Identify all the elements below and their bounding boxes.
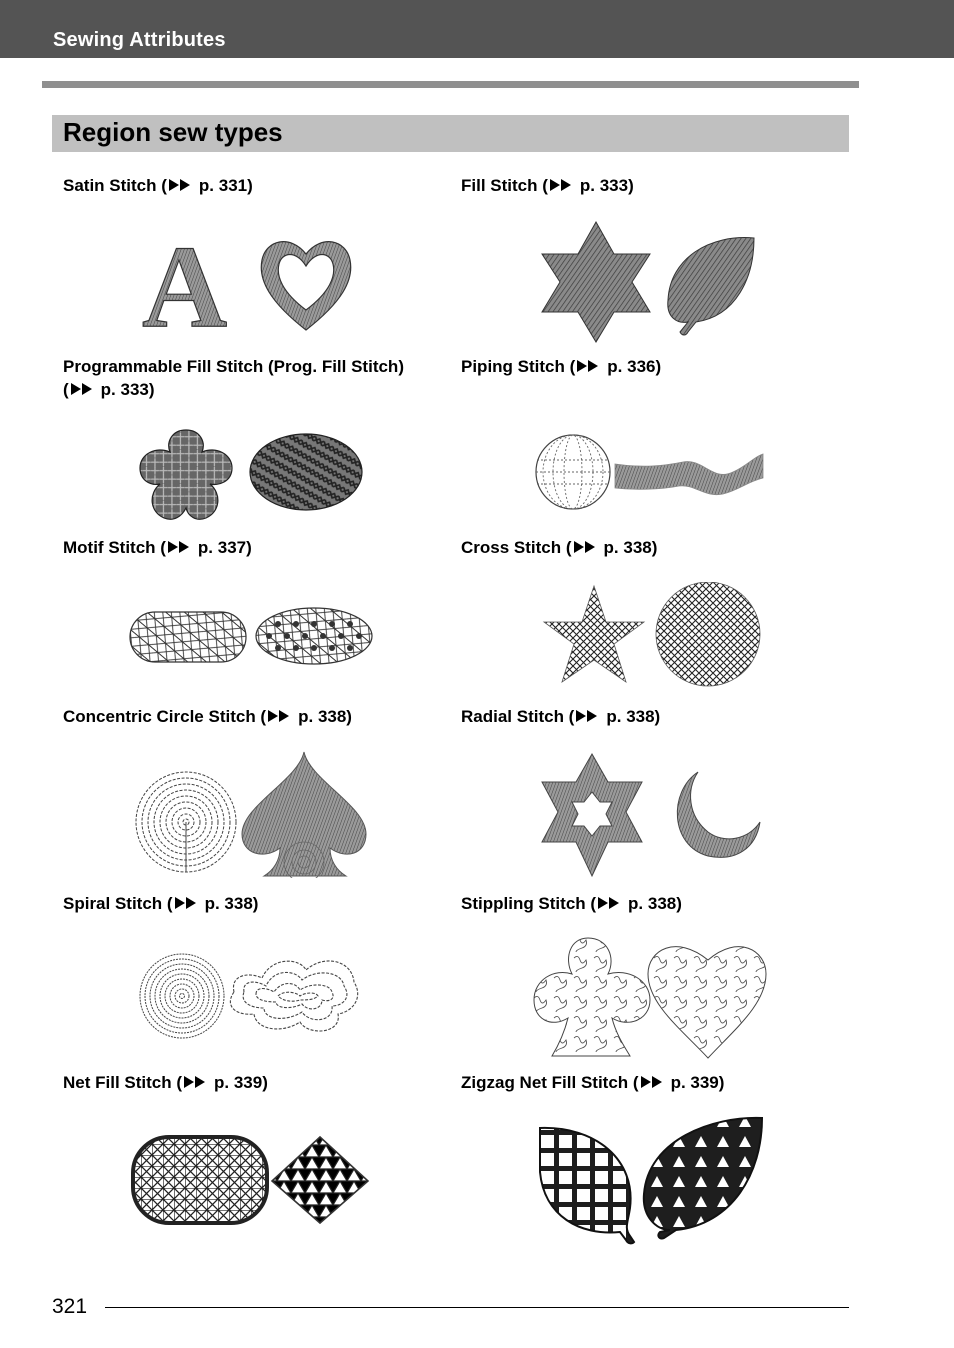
label-fill-stitch[interactable]: Fill Stitch ( p. 333) [461, 176, 634, 195]
satin-letter-a: A [142, 230, 228, 336]
label-net-fill-stitch[interactable]: Net Fill Stitch ( p. 339) [63, 1073, 268, 1092]
motif-stitch-illustration [128, 604, 378, 670]
radial-stitch-illustration [538, 752, 766, 880]
page-ref-arrow-icon [183, 1076, 207, 1088]
label-satin-stitch[interactable]: Satin Stitch ( p. 331) [63, 176, 253, 195]
page-ref-arrow-icon [70, 383, 94, 395]
page-ref-arrow-icon [575, 710, 599, 722]
page-ref-arrow-icon [549, 179, 573, 191]
header-title: Sewing Attributes [53, 29, 226, 51]
stippling-stitch-illustration [532, 934, 768, 1060]
spiral-stitch-illustration [138, 950, 364, 1042]
page-ref-arrow-icon [167, 541, 191, 553]
page-ref-arrow-icon [168, 179, 192, 191]
satin-stitch-illustration [140, 230, 360, 336]
label-zigzag-net-fill-stitch[interactable]: Zigzag Net Fill Stitch ( p. 339) [461, 1073, 725, 1092]
section-title: Region sew types [63, 117, 283, 147]
label-concentric-circle-stitch[interactable]: Concentric Circle Stitch ( p. 338) [63, 707, 352, 726]
top-rule [42, 81, 859, 88]
prog-fill-stitch-illustration [138, 424, 368, 524]
page-ref-arrow-icon [174, 897, 198, 909]
footer-rule [105, 1307, 849, 1308]
page-ref-arrow-icon [576, 360, 600, 372]
label-prog-fill-stitch[interactable]: Programmable Fill Stitch (Prog. Fill Stitch) ( p. 333) [63, 357, 404, 399]
page-ref-arrow-icon [597, 897, 621, 909]
net-fill-stitch-illustration [130, 1133, 374, 1227]
label-spiral-stitch[interactable]: Spiral Stitch ( p. 338) [63, 894, 259, 913]
piping-stitch-illustration [533, 432, 768, 514]
label-radial-stitch[interactable]: Radial Stitch ( p. 338) [461, 707, 661, 726]
label-piping-stitch[interactable]: Piping Stitch ( p. 336) [461, 357, 662, 376]
concentric-circle-stitch-illustration [134, 750, 370, 878]
zigzag-net-fill-stitch-illustration [536, 1112, 768, 1246]
label-motif-stitch[interactable]: Motif Stitch ( p. 337) [63, 538, 252, 557]
label-stippling-stitch[interactable]: Stippling Stitch ( p. 338) [461, 894, 682, 913]
section-heading-band [52, 115, 849, 152]
cross-stitch-illustration [538, 582, 768, 692]
fill-stitch-illustration [540, 218, 765, 346]
label-cross-stitch[interactable]: Cross Stitch ( p. 338) [461, 538, 658, 557]
page-ref-arrow-icon [267, 710, 291, 722]
page-ref-arrow-icon [573, 541, 597, 553]
page-number: 321 [52, 1295, 88, 1318]
page-ref-arrow-icon [640, 1076, 664, 1088]
